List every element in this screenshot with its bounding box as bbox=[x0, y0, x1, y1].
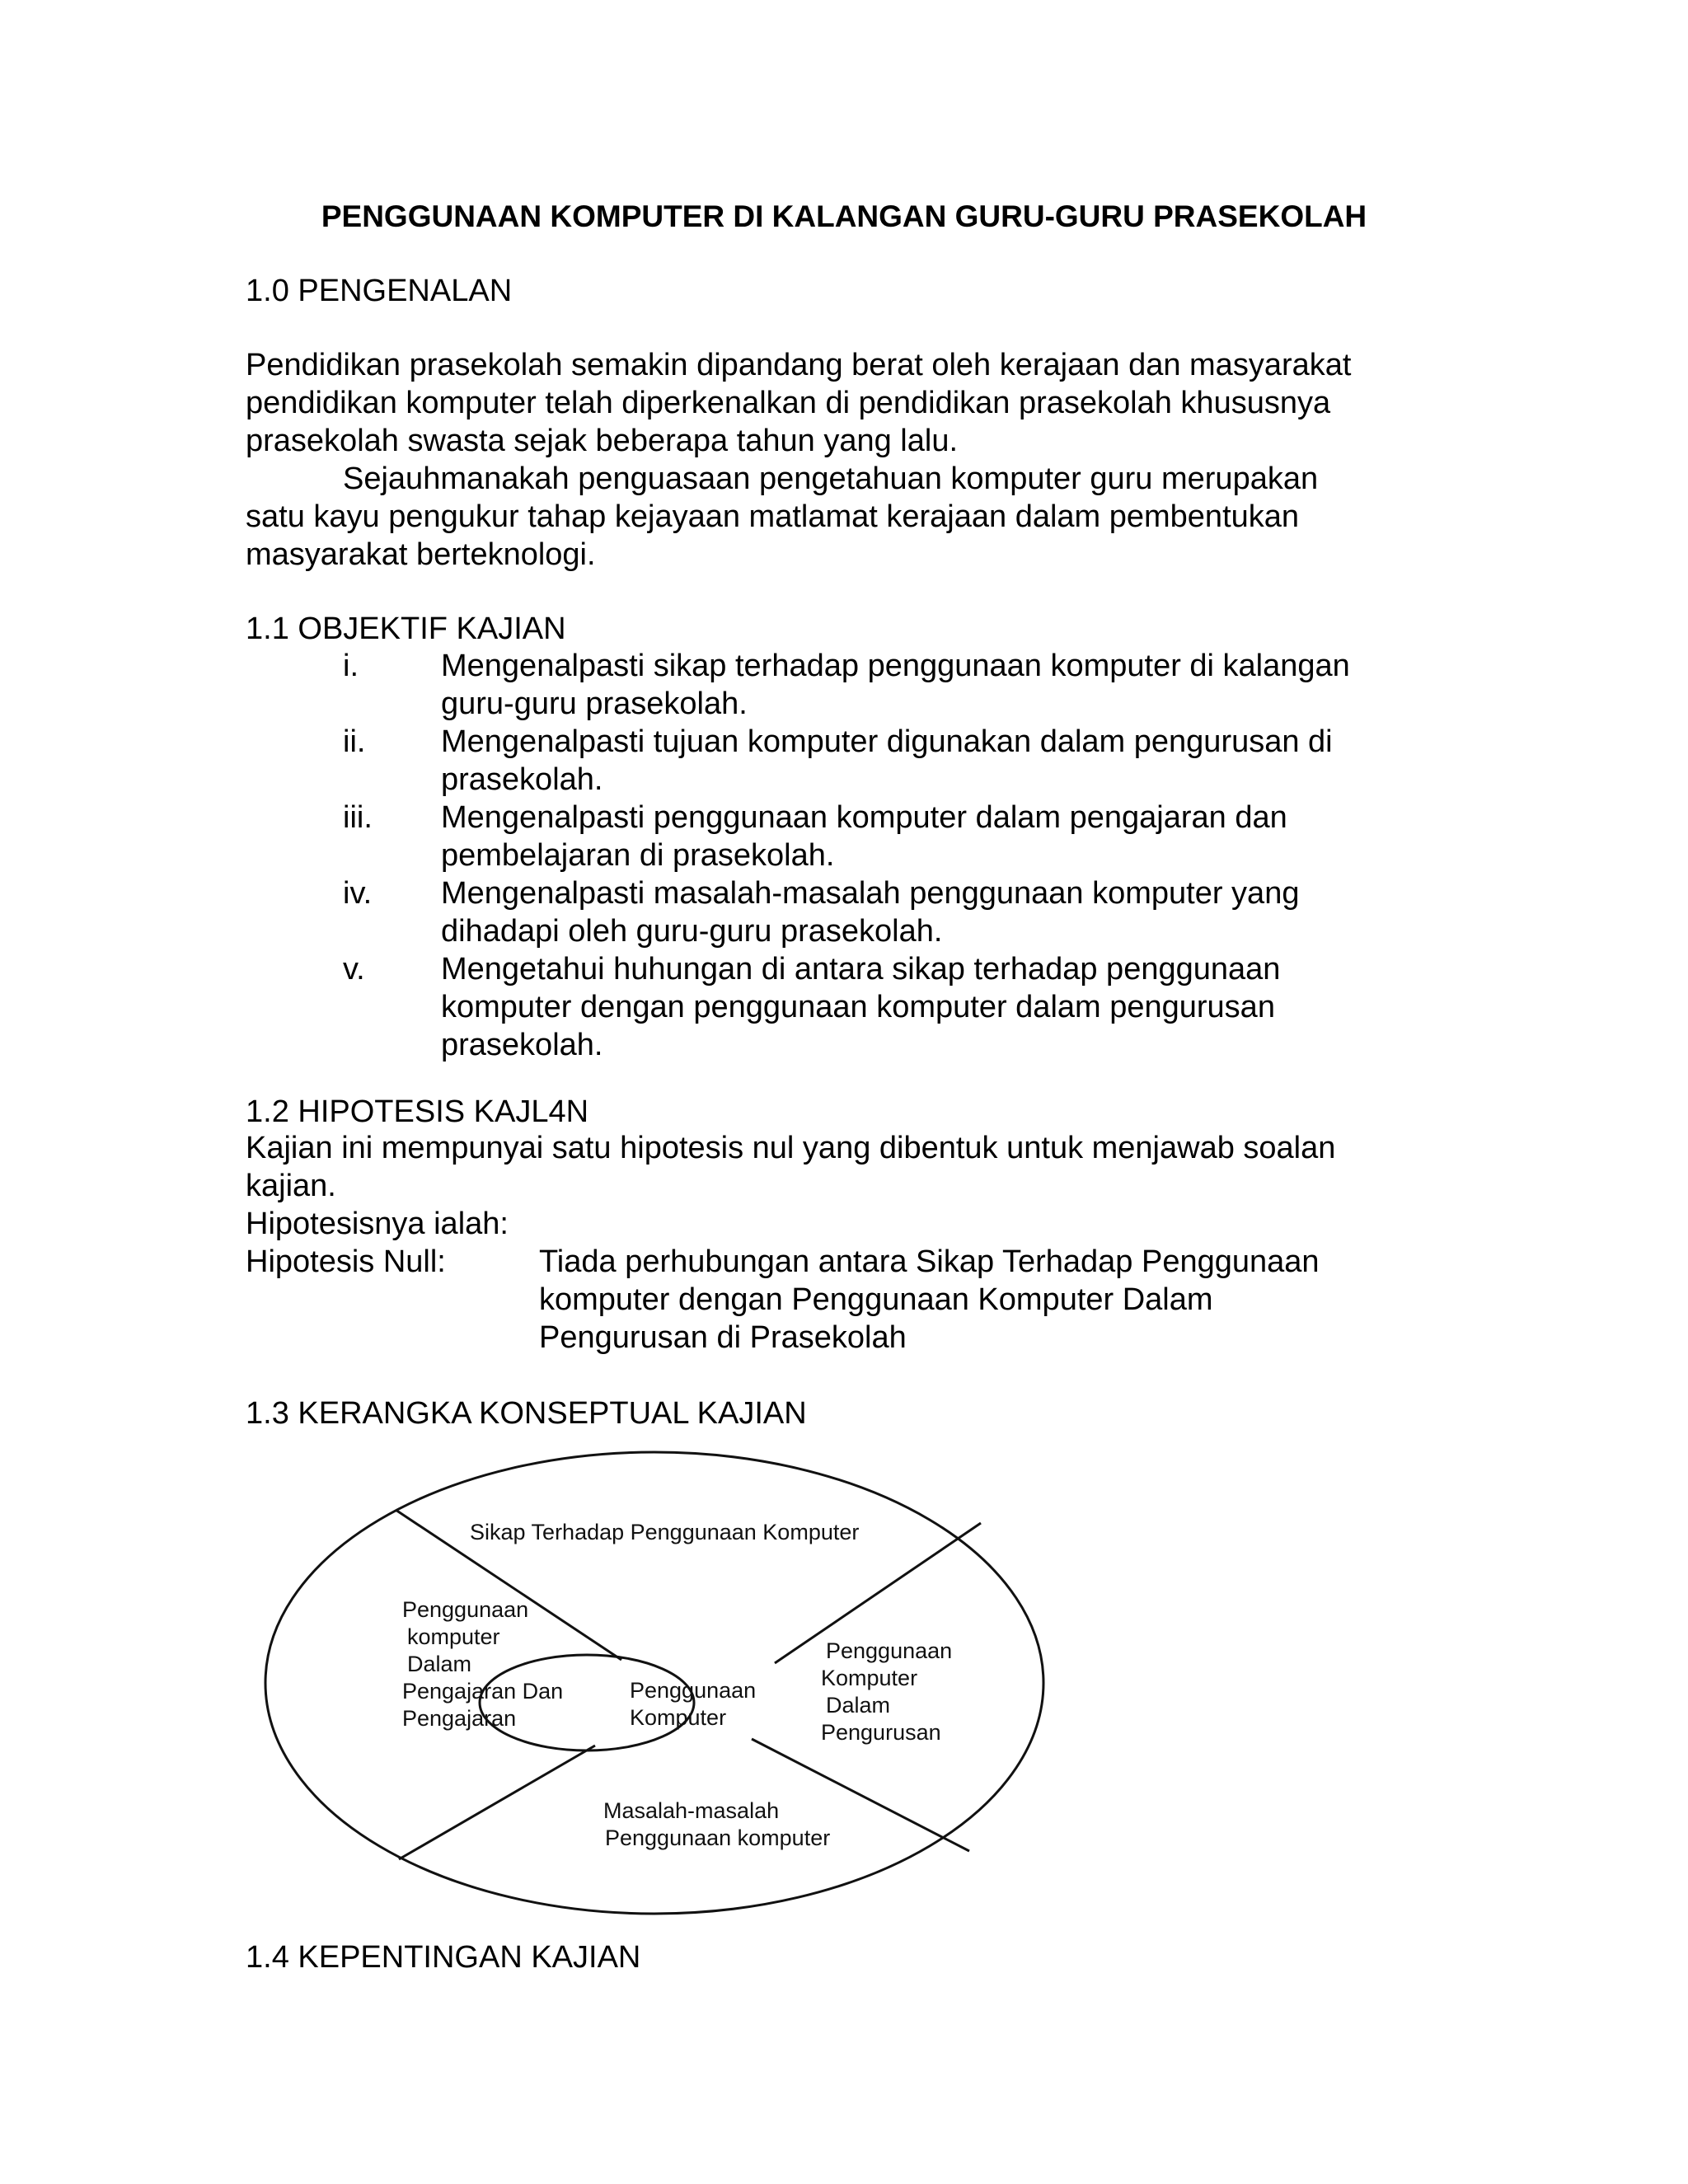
list-item-line: Mengenalpasti masalah-masalah penggunaan komputer yang bbox=[441, 876, 1300, 911]
paragraph-line: Pendidikan prasekolah semakin dipandang berat oleh kerajaan dan masyarakat bbox=[246, 348, 1352, 382]
label-center-line: Penggunaan bbox=[630, 1678, 757, 1703]
hypothesis-line: Pengurusan di Prasekolah bbox=[539, 1320, 907, 1355]
list-item bbox=[246, 647, 1449, 723]
list-item-line: guru-guru prasekolah. bbox=[441, 687, 748, 721]
diagram-svg bbox=[246, 1431, 1109, 1942]
paragraph-line: kajian. bbox=[246, 1169, 336, 1203]
paragraph-line: prasekolah swasta sejak beberapa tahun yang lalu. bbox=[246, 424, 959, 458]
heading-pengenalan: 1.0 PENGENALAN bbox=[246, 274, 513, 308]
list-item-number: iii. bbox=[343, 800, 373, 835]
paragraph-line: satu kayu pengukur tahap kejayaan matlamat kerajaan dalam pembentukan bbox=[246, 499, 1300, 534]
hypothesis-line: Tiada perhubungan antara Sikap Terhadap Penggunaan bbox=[539, 1244, 1320, 1279]
list-item-line: prasekolah. bbox=[441, 1028, 603, 1062]
paragraph-line: pendidikan komputer telah diperkenalkan di pendidikan prasekolah khususnya bbox=[246, 386, 1331, 420]
conceptual-framework-diagram bbox=[246, 1431, 1109, 1942]
list-item-line: Mengenalpasti sikap terhadap penggunaan komputer di kalangan bbox=[441, 649, 1350, 683]
list-item bbox=[246, 799, 1449, 874]
list-item bbox=[246, 874, 1449, 950]
list-item-number: i. bbox=[343, 649, 359, 683]
label-bottom bbox=[603, 1798, 830, 1850]
label-left-line: Penggunaan bbox=[402, 1597, 529, 1622]
paragraph-hipotesis bbox=[246, 1129, 1449, 1243]
label-left-line: Dalam bbox=[407, 1652, 472, 1676]
document-title: PENGGUNAAN KOMPUTER DI KALANGAN GURU-GURU PRASEKOLAH bbox=[321, 199, 1367, 233]
paragraph-line: Hipotesisnya ialah: bbox=[246, 1207, 509, 1241]
label-left bbox=[402, 1597, 570, 1731]
label-center bbox=[630, 1678, 762, 1730]
list-item bbox=[246, 950, 1449, 1064]
hypothesis-label: Hipotesis Null: bbox=[246, 1244, 446, 1279]
label-bottom-line: Masalah-masalah bbox=[603, 1798, 780, 1823]
label-right-line: Komputer bbox=[821, 1666, 918, 1690]
label-right bbox=[821, 1638, 959, 1745]
heading-hipotesis: 1.2 HIPOTESIS KAJL4N bbox=[246, 1094, 589, 1129]
objectives-list bbox=[246, 647, 1449, 1064]
paragraph-pengenalan bbox=[246, 346, 1449, 574]
list-item-line: pembelajaran di prasekolah. bbox=[441, 838, 835, 873]
label-left-line: Pengajaran bbox=[402, 1706, 517, 1731]
list-item-line: komputer dengan penggunaan komputer dalam pengurusan bbox=[441, 990, 1275, 1024]
paragraph-line: Sejauhmanakah penguasaan pengetahuan komputer guru merupakan bbox=[343, 462, 1319, 496]
label-right-line: Dalam bbox=[826, 1693, 891, 1718]
hypothesis-text bbox=[539, 1243, 1320, 1357]
list-item-number: ii. bbox=[343, 724, 366, 759]
label-left-line: komputer bbox=[407, 1624, 500, 1649]
label-left-line: Pengajaran Dan bbox=[402, 1679, 564, 1704]
label-right-line: Pengurusan bbox=[821, 1720, 941, 1745]
heading-kerangka: 1.3 KERANGKA KONSEPTUAL KAJIAN bbox=[246, 1396, 807, 1431]
list-item-line: Mengenalpasti tujuan komputer digunakan dalam pengurusan di bbox=[441, 724, 1333, 759]
list-item-line: Mengetahui huhungan di antara sikap terhadap penggunaan bbox=[441, 952, 1281, 987]
heading-kepentingan: 1.4 KEPENTINGAN KAJIAN bbox=[246, 1940, 641, 1975]
list-item-line: Mengenalpasti penggunaan komputer dalam pengajaran dan bbox=[441, 800, 1287, 835]
list-item bbox=[246, 723, 1449, 799]
heading-objektif: 1.1 OBJEKTIF KAJIAN bbox=[246, 612, 566, 646]
label-center-line: Komputer bbox=[630, 1705, 727, 1730]
paragraph-line: Kajian ini mempunyai satu hipotesis nul yang dibentuk untuk menjawab soalan bbox=[246, 1131, 1336, 1165]
list-item-number: v. bbox=[343, 952, 365, 987]
list-item-number: iv. bbox=[343, 876, 373, 911]
divider-line-bottom-left bbox=[399, 1746, 595, 1859]
list-item-line: prasekolah. bbox=[441, 762, 603, 797]
label-bottom-line: Penggunaan komputer bbox=[605, 1825, 831, 1850]
paragraph-line: masyarakat berteknologi. bbox=[246, 537, 596, 572]
label-top: Sikap Terhadap Penggunaan Komputer bbox=[470, 1520, 860, 1544]
list-item-line: dihadapi oleh guru-guru prasekolah. bbox=[441, 914, 943, 949]
label-right-line: Penggunaan bbox=[826, 1638, 953, 1663]
hypothesis-line: komputer dengan Penggunaan Komputer Dalam bbox=[539, 1282, 1213, 1317]
